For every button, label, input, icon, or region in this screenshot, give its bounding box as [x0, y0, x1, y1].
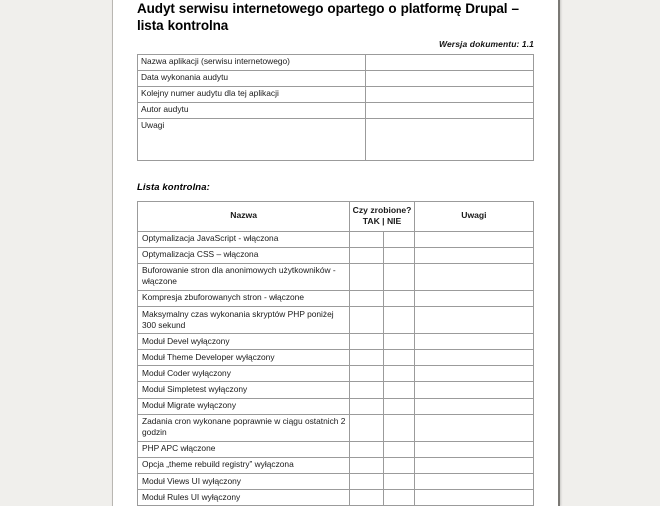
- checklist-section-heading: Lista kontrolna:: [137, 181, 210, 193]
- checklist-item-label: Buforowanie stron dla anonimowych użytkowników - włączone: [138, 263, 350, 290]
- checklist-checkbox-nie[interactable]: [383, 457, 414, 473]
- checklist-item-label: Opcja „theme rebuild registry” wyłączona: [138, 457, 350, 473]
- checklist-item-label: Moduł Coder wyłączony: [138, 366, 350, 382]
- checklist-item-label: Optymalizacja JavaScript - włączona: [138, 231, 350, 247]
- checklist-checkbox-tak[interactable]: [350, 290, 383, 306]
- checklist-checkbox-nie[interactable]: [383, 350, 414, 366]
- checklist-item-label: Zadania cron wykonane poprawnie w ciągu ostatnich 2 godzin: [138, 414, 350, 441]
- audit-info-table-body: [138, 54, 534, 160]
- checklist-table: [137, 201, 534, 506]
- table-row: [138, 290, 534, 306]
- table-row: [138, 54, 534, 70]
- checklist-checkbox-tak[interactable]: [350, 366, 383, 382]
- table-row: [138, 398, 534, 414]
- checklist-checkbox-nie[interactable]: [383, 414, 414, 441]
- column-header-notes: Uwagi: [414, 201, 533, 231]
- document-version-label: Wersja dokumentu: 1.1: [439, 38, 534, 49]
- checklist-checkbox-nie[interactable]: [383, 247, 414, 263]
- checklist-item-label: Moduł Views UI wyłączony: [138, 474, 350, 490]
- checklist-notes-cell[interactable]: [414, 247, 533, 263]
- info-label-notes: Uwagi: [138, 118, 366, 160]
- checklist-checkbox-tak[interactable]: [350, 247, 383, 263]
- checklist-notes-cell[interactable]: [414, 290, 533, 306]
- checklist-item-label: Moduł Migrate wyłączony: [138, 398, 350, 414]
- checklist-header-row: [138, 201, 534, 231]
- table-row: [138, 307, 534, 334]
- checklist-notes-cell[interactable]: [414, 441, 533, 457]
- info-value-audit-number[interactable]: [365, 86, 533, 102]
- table-row: [138, 414, 534, 441]
- table-row: [138, 382, 534, 398]
- column-header-done-title: Czy zrobione?: [352, 204, 412, 215]
- checklist-item-label: PHP APC włączone: [138, 441, 350, 457]
- checklist-checkbox-nie[interactable]: [383, 398, 414, 414]
- checklist-notes-cell[interactable]: [414, 350, 533, 366]
- checklist-notes-cell[interactable]: [414, 414, 533, 441]
- table-row: [138, 441, 534, 457]
- checklist-checkbox-nie[interactable]: [383, 366, 414, 382]
- table-row: [138, 366, 534, 382]
- checklist-checkbox-tak[interactable]: [350, 457, 383, 473]
- checklist-notes-cell[interactable]: [414, 382, 533, 398]
- table-row: [138, 350, 534, 366]
- table-row: [138, 70, 534, 86]
- checklist-checkbox-tak[interactable]: [350, 350, 383, 366]
- checklist-checkbox-tak[interactable]: [350, 334, 383, 350]
- table-row: [138, 86, 534, 102]
- checklist-checkbox-nie[interactable]: [383, 290, 414, 306]
- checklist-item-label: Optymalizacja CSS – włączona: [138, 247, 350, 263]
- checklist-checkbox-tak[interactable]: [350, 441, 383, 457]
- checklist-item-label: Maksymalny czas wykonania skryptów PHP poniżej 300 sekund: [138, 307, 350, 334]
- info-label-audit-number: Kolejny numer audytu dla tej aplikacji: [138, 86, 366, 102]
- table-row: [138, 490, 534, 506]
- table-row: [138, 474, 534, 490]
- checklist-checkbox-nie[interactable]: [383, 231, 414, 247]
- checklist-notes-cell[interactable]: [414, 231, 533, 247]
- checklist-checkbox-nie[interactable]: [383, 441, 414, 457]
- table-row: [138, 247, 534, 263]
- checklist-table-head: [138, 201, 534, 231]
- checklist-checkbox-nie[interactable]: [383, 474, 414, 490]
- checklist-checkbox-nie[interactable]: [383, 490, 414, 506]
- checklist-checkbox-nie[interactable]: [383, 263, 414, 290]
- info-value-audit-date[interactable]: [365, 70, 533, 86]
- column-header-done-subtitle: TAK | NIE: [362, 215, 402, 226]
- checklist-item-label: Moduł Devel wyłączony: [138, 334, 350, 350]
- page-title: Audyt serwisu internetowego opartego o platformę Drupal – lista kontrolna: [137, 1, 519, 34]
- checklist-table-body: [138, 231, 534, 506]
- checklist-item-label: Moduł Rules UI wyłączony: [138, 490, 350, 506]
- info-label-author: Autor audytu: [138, 102, 366, 118]
- checklist-notes-cell[interactable]: [414, 490, 533, 506]
- info-value-author[interactable]: [365, 102, 533, 118]
- table-row: [138, 334, 534, 350]
- info-label-audit-date: Data wykonania audytu: [138, 70, 366, 86]
- checklist-notes-cell[interactable]: [414, 334, 533, 350]
- document-page: [112, 0, 560, 506]
- info-value-app-name[interactable]: [365, 54, 533, 70]
- table-row: [138, 457, 534, 473]
- checklist-notes-cell[interactable]: [414, 457, 533, 473]
- checklist-checkbox-tak[interactable]: [350, 490, 383, 506]
- checklist-notes-cell[interactable]: [414, 398, 533, 414]
- checklist-item-label: Kompresja zbuforowanych stron - włączone: [138, 290, 350, 306]
- info-value-notes[interactable]: [365, 118, 533, 160]
- checklist-notes-cell[interactable]: [414, 307, 533, 334]
- checklist-checkbox-nie[interactable]: [383, 382, 414, 398]
- checklist-checkbox-nie[interactable]: [383, 334, 414, 350]
- checklist-checkbox-tak[interactable]: [350, 307, 383, 334]
- table-row: [138, 263, 534, 290]
- checklist-checkbox-nie[interactable]: [383, 307, 414, 334]
- checklist-item-label: Moduł Theme Developer wyłączony: [138, 350, 350, 366]
- checklist-checkbox-tak[interactable]: [350, 414, 383, 441]
- checklist-checkbox-tak[interactable]: [350, 398, 383, 414]
- table-row: [138, 231, 534, 247]
- checklist-checkbox-tak[interactable]: [350, 474, 383, 490]
- table-row: [138, 118, 534, 160]
- checklist-checkbox-tak[interactable]: [350, 382, 383, 398]
- column-header-name: Nazwa: [138, 201, 350, 231]
- checklist-checkbox-tak[interactable]: [350, 231, 383, 247]
- checklist-item-label: Moduł Simpletest wyłączony: [138, 382, 350, 398]
- checklist-notes-cell[interactable]: [414, 366, 533, 382]
- table-row: [138, 102, 534, 118]
- checklist-notes-cell[interactable]: [414, 474, 533, 490]
- info-label-app-name: Nazwa aplikacji (serwisu internetowego): [138, 54, 366, 70]
- audit-info-table: [137, 54, 534, 161]
- checklist-checkbox-tak[interactable]: [350, 263, 383, 290]
- checklist-notes-cell[interactable]: [414, 263, 533, 290]
- column-header-done: [350, 201, 415, 231]
